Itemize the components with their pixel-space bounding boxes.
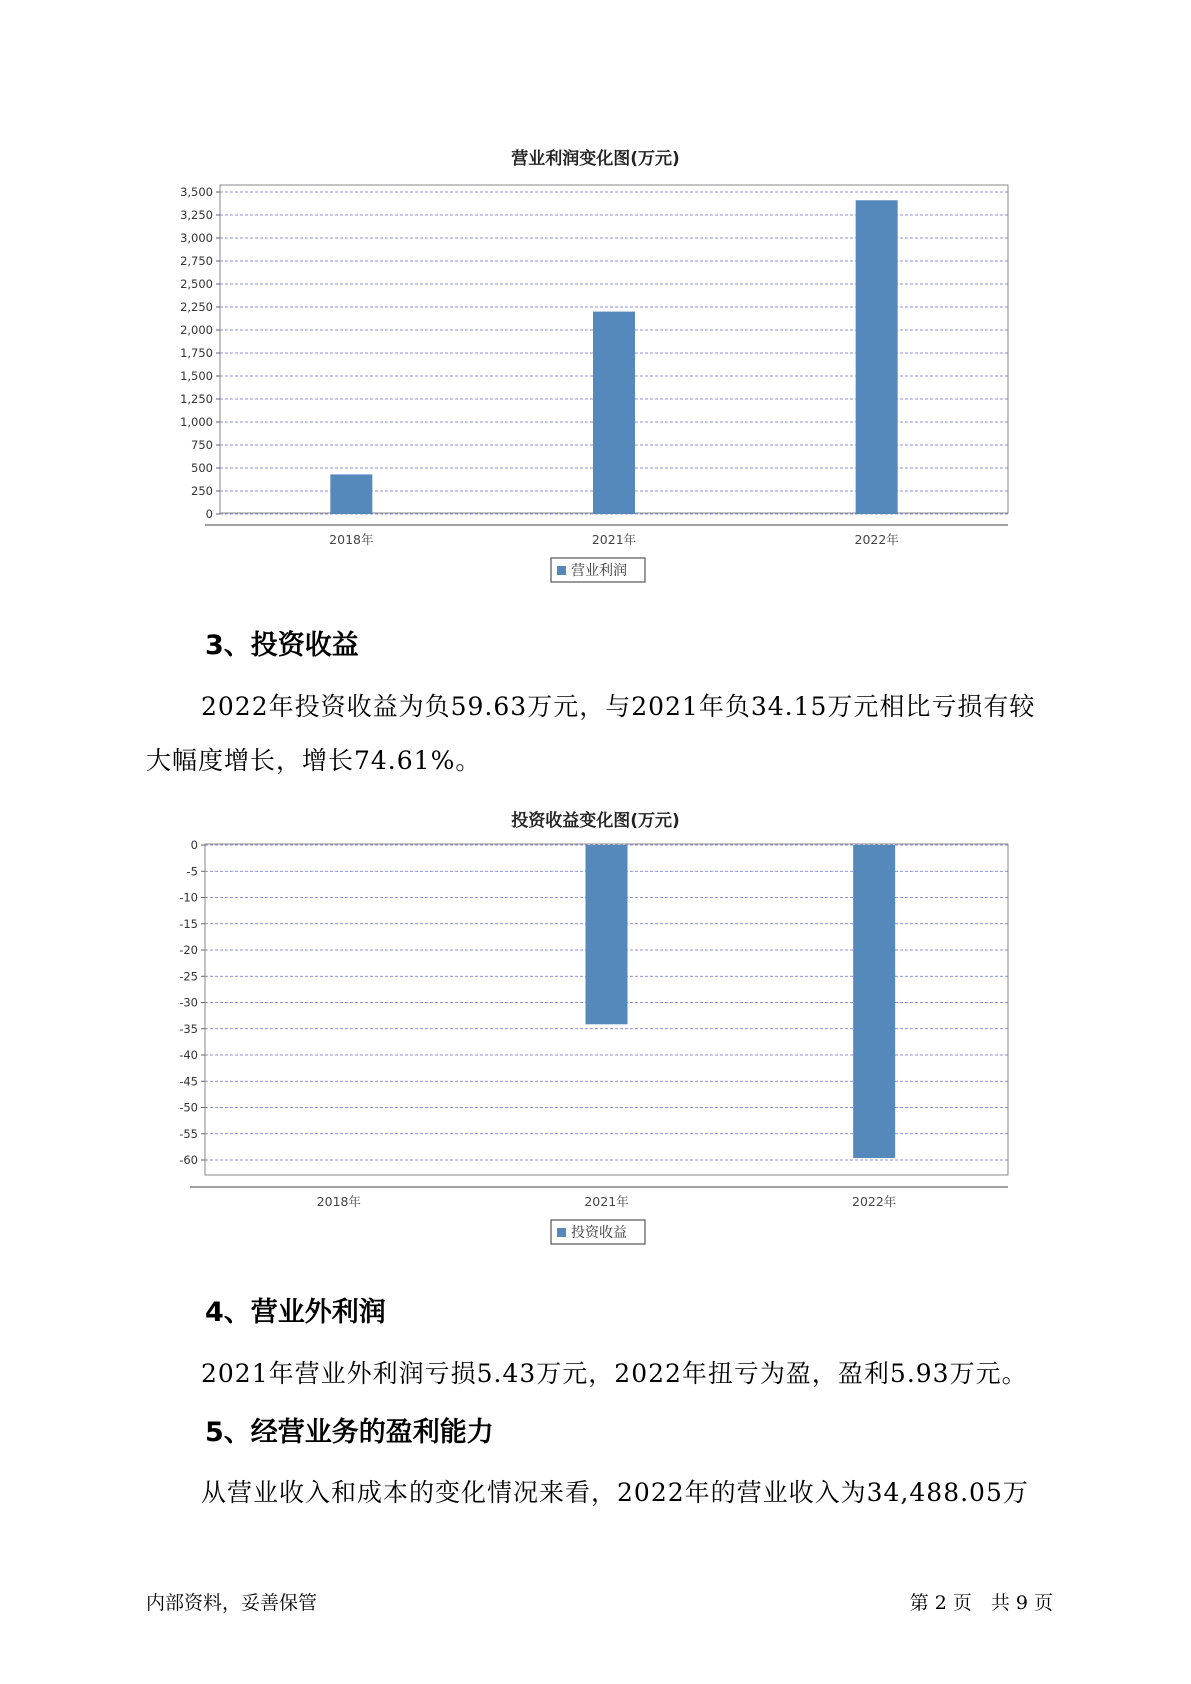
x-tick-label: 2018年 <box>316 1194 361 1209</box>
bar-2022年 <box>856 200 898 514</box>
chart2-title: 投资收益变化图(万元) <box>511 811 680 831</box>
y-tick-label: 3,000 <box>180 231 213 245</box>
section4-heading: 4、营业外利润 <box>205 1297 386 1328</box>
bar-2021年 <box>593 312 635 514</box>
x-tick-label: 2022年 <box>852 1194 897 1209</box>
y-tick-label: 1,500 <box>180 369 213 383</box>
y-tick-label: 1,000 <box>180 415 213 429</box>
legend-swatch <box>557 566 566 575</box>
y-tick-label: -25 <box>179 969 198 984</box>
bar-2022年 <box>853 845 895 1158</box>
x-tick-label: 2021年 <box>584 1194 629 1209</box>
investment-income-chart <box>0 830 1191 1250</box>
x-tick-label: 2022年 <box>854 532 899 547</box>
bar-2018年 <box>330 474 372 514</box>
y-tick-label: -50 <box>179 1100 198 1115</box>
chart1-title: 营业利润变化图(万元) <box>511 149 680 169</box>
y-tick-label: 1,250 <box>180 392 213 406</box>
legend-label: 投资收益 <box>571 1225 627 1241</box>
legend-swatch <box>557 1228 566 1237</box>
y-tick-label: 3,250 <box>180 208 213 222</box>
y-tick-label: 250 <box>191 484 213 498</box>
x-tick-label: 2021年 <box>591 532 637 547</box>
y-tick-label: -15 <box>179 916 198 931</box>
bar-2021年 <box>586 845 628 1024</box>
operating-profit-chart <box>0 170 1191 590</box>
footer-confidential-note: 内部资料，妥善保管 <box>146 1592 318 1614</box>
legend-label: 营业利润 <box>571 563 627 579</box>
y-tick-label: 2,500 <box>180 277 213 291</box>
y-tick-label: -40 <box>179 1048 198 1062</box>
y-tick-label: -10 <box>179 890 198 905</box>
y-tick-label: 2,750 <box>180 254 213 268</box>
y-tick-label: 1,750 <box>180 346 213 360</box>
y-tick-label: 500 <box>191 461 213 475</box>
section4-paragraph: 2021年营业外利润亏损5.43万元，2022年扭亏为盈，盈利5.93万元。 <box>201 1359 1028 1388</box>
section5-paragraph: 从营业收入和成本的变化情况来看，2022年的营业收入为34,488.05万 <box>201 1478 1029 1507</box>
y-tick-label: 3,500 <box>180 185 213 199</box>
y-tick-label: 2,000 <box>180 323 213 337</box>
y-tick-label: -30 <box>179 995 198 1010</box>
y-tick-label: 2,250 <box>180 300 213 314</box>
section3-paragraph-line1: 2022年投资收益为负59.63万元，与2021年负34.15万元相比亏损有较 <box>201 692 1036 721</box>
section3-heading: 3、投资收益 <box>205 630 359 661</box>
y-tick-label: 0 <box>205 507 213 521</box>
y-tick-label: 0 <box>190 838 198 852</box>
y-tick-label: -60 <box>179 1153 198 1167</box>
section3-paragraph-line2: 大幅度增长，增长74.61%。 <box>146 746 482 775</box>
y-tick-label: -55 <box>179 1126 198 1141</box>
footer-page-number: 第 2 页 共 9 页 <box>909 1592 1053 1614</box>
section5-heading: 5、经营业务的盈利能力 <box>205 1417 494 1448</box>
y-tick-label: -5 <box>186 864 198 879</box>
y-tick-label: 750 <box>191 438 213 452</box>
y-tick-label: -20 <box>179 943 198 957</box>
y-tick-label: -45 <box>179 1074 198 1089</box>
x-tick-label: 2018年 <box>329 532 374 547</box>
y-tick-label: -35 <box>179 1021 198 1036</box>
